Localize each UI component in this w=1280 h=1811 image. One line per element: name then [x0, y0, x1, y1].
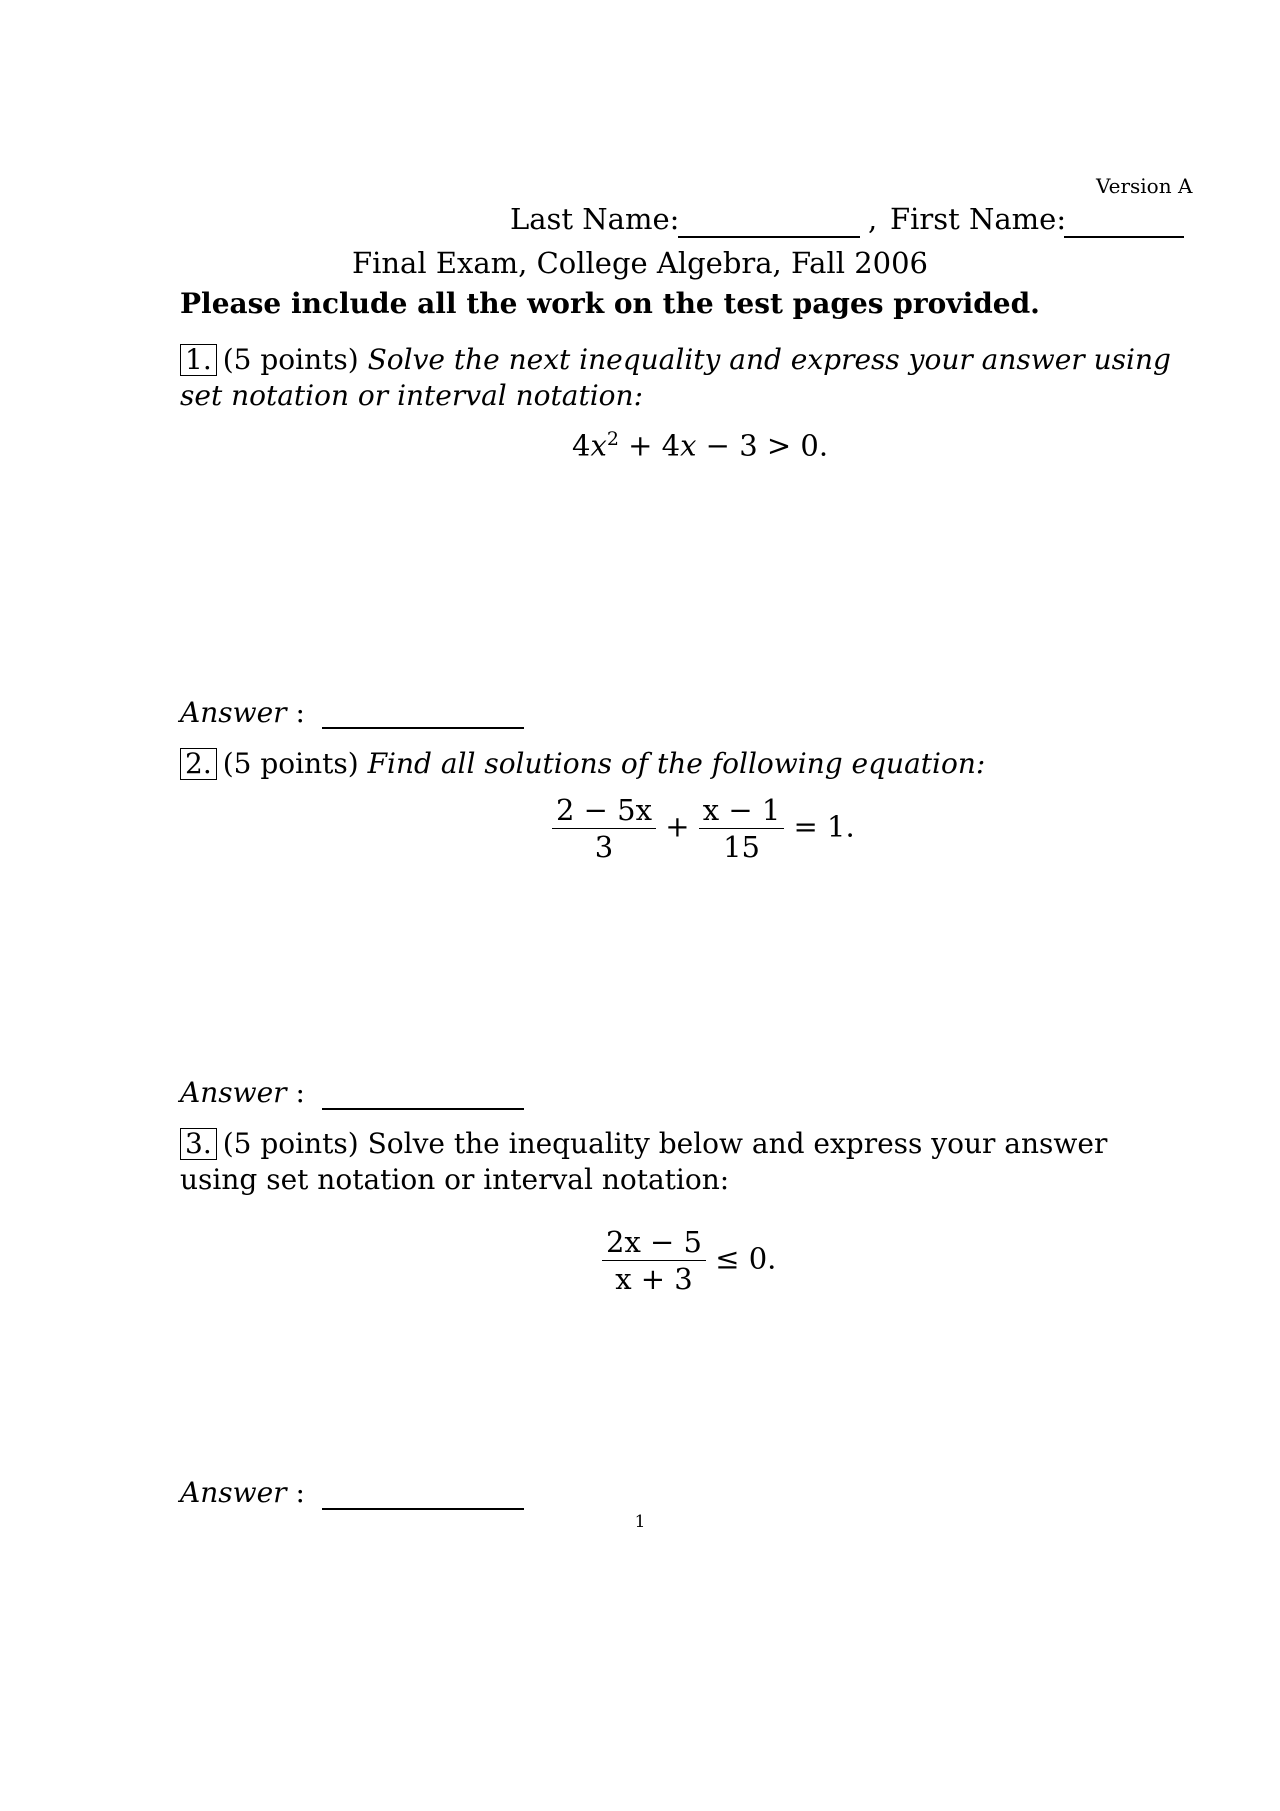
fraction-denominator: 3 — [594, 830, 614, 864]
question-prompt: Solve the next inequality and express your answer using set notation or interval notation: — [180, 343, 1171, 412]
math-var: x — [680, 428, 697, 463]
exam-title: Final Exam, College Algebra, Fall 2006 — [351, 246, 929, 280]
question-points: (5 points) — [222, 343, 359, 376]
math-var: x — [590, 428, 607, 463]
answer-text: Answer — [180, 1076, 287, 1109]
question-number-box: 2. — [180, 748, 217, 780]
math-operator: + — [665, 809, 690, 844]
answer-field-1[interactable] — [322, 727, 524, 729]
first-name-field[interactable] — [1064, 236, 1184, 238]
question-points: (5 points) — [222, 1127, 359, 1160]
math-term: − 3 > 0. — [696, 428, 829, 463]
math-rhs: = 1. — [793, 809, 855, 844]
answer-text: Answer — [180, 696, 287, 729]
fraction — [699, 792, 785, 865]
math-coef: 4 — [572, 428, 591, 463]
question-points: (5 points) — [222, 747, 359, 780]
last-name-label: Last Name: — [510, 202, 680, 236]
instructions: Please include all the work on the test pages provided. — [180, 287, 1040, 320]
math-exponent: 2 — [606, 428, 619, 450]
question-1 — [180, 342, 1190, 414]
question-number-box: 3. — [180, 1128, 217, 1160]
question-number-box: 1. — [180, 344, 217, 376]
question-3 — [180, 1126, 1190, 1198]
answer-text: Answer — [180, 1476, 287, 1509]
last-name-field[interactable] — [678, 236, 860, 238]
equation-3 — [602, 1224, 776, 1297]
math-term: + 4 — [618, 428, 681, 463]
page-number: 1 — [634, 1512, 646, 1532]
answer-colon: : — [286, 1476, 305, 1509]
fraction — [602, 1224, 706, 1297]
answer-colon: : — [286, 696, 305, 729]
version-label: Version A — [1096, 174, 1193, 198]
answer-label-1 — [180, 696, 305, 729]
fraction — [552, 792, 656, 865]
fraction-denominator: x + 3 — [615, 1262, 693, 1296]
fraction-numerator: 2 − 5x — [552, 792, 656, 829]
fraction-numerator: 2x − 5 — [602, 1224, 706, 1261]
first-name-label: First Name: — [890, 202, 1067, 236]
equation-1 — [572, 428, 828, 463]
question-prompt: Solve the inequality below and express your answer using set notation or interval notation: — [180, 1127, 1108, 1196]
answer-field-3[interactable] — [322, 1508, 524, 1510]
answer-label-3 — [180, 1476, 305, 1509]
answer-colon: : — [286, 1076, 305, 1109]
question-2 — [180, 746, 1190, 782]
answer-label-2 — [180, 1076, 305, 1109]
fraction-denominator: 15 — [723, 830, 760, 864]
name-comma: , — [868, 202, 878, 236]
equation-2 — [552, 792, 855, 865]
fraction-numerator: x − 1 — [699, 792, 785, 829]
answer-field-2[interactable] — [322, 1108, 524, 1110]
math-rhs: ≤ 0. — [715, 1241, 777, 1276]
question-prompt: Find all solutions of the following equation: — [367, 747, 986, 780]
